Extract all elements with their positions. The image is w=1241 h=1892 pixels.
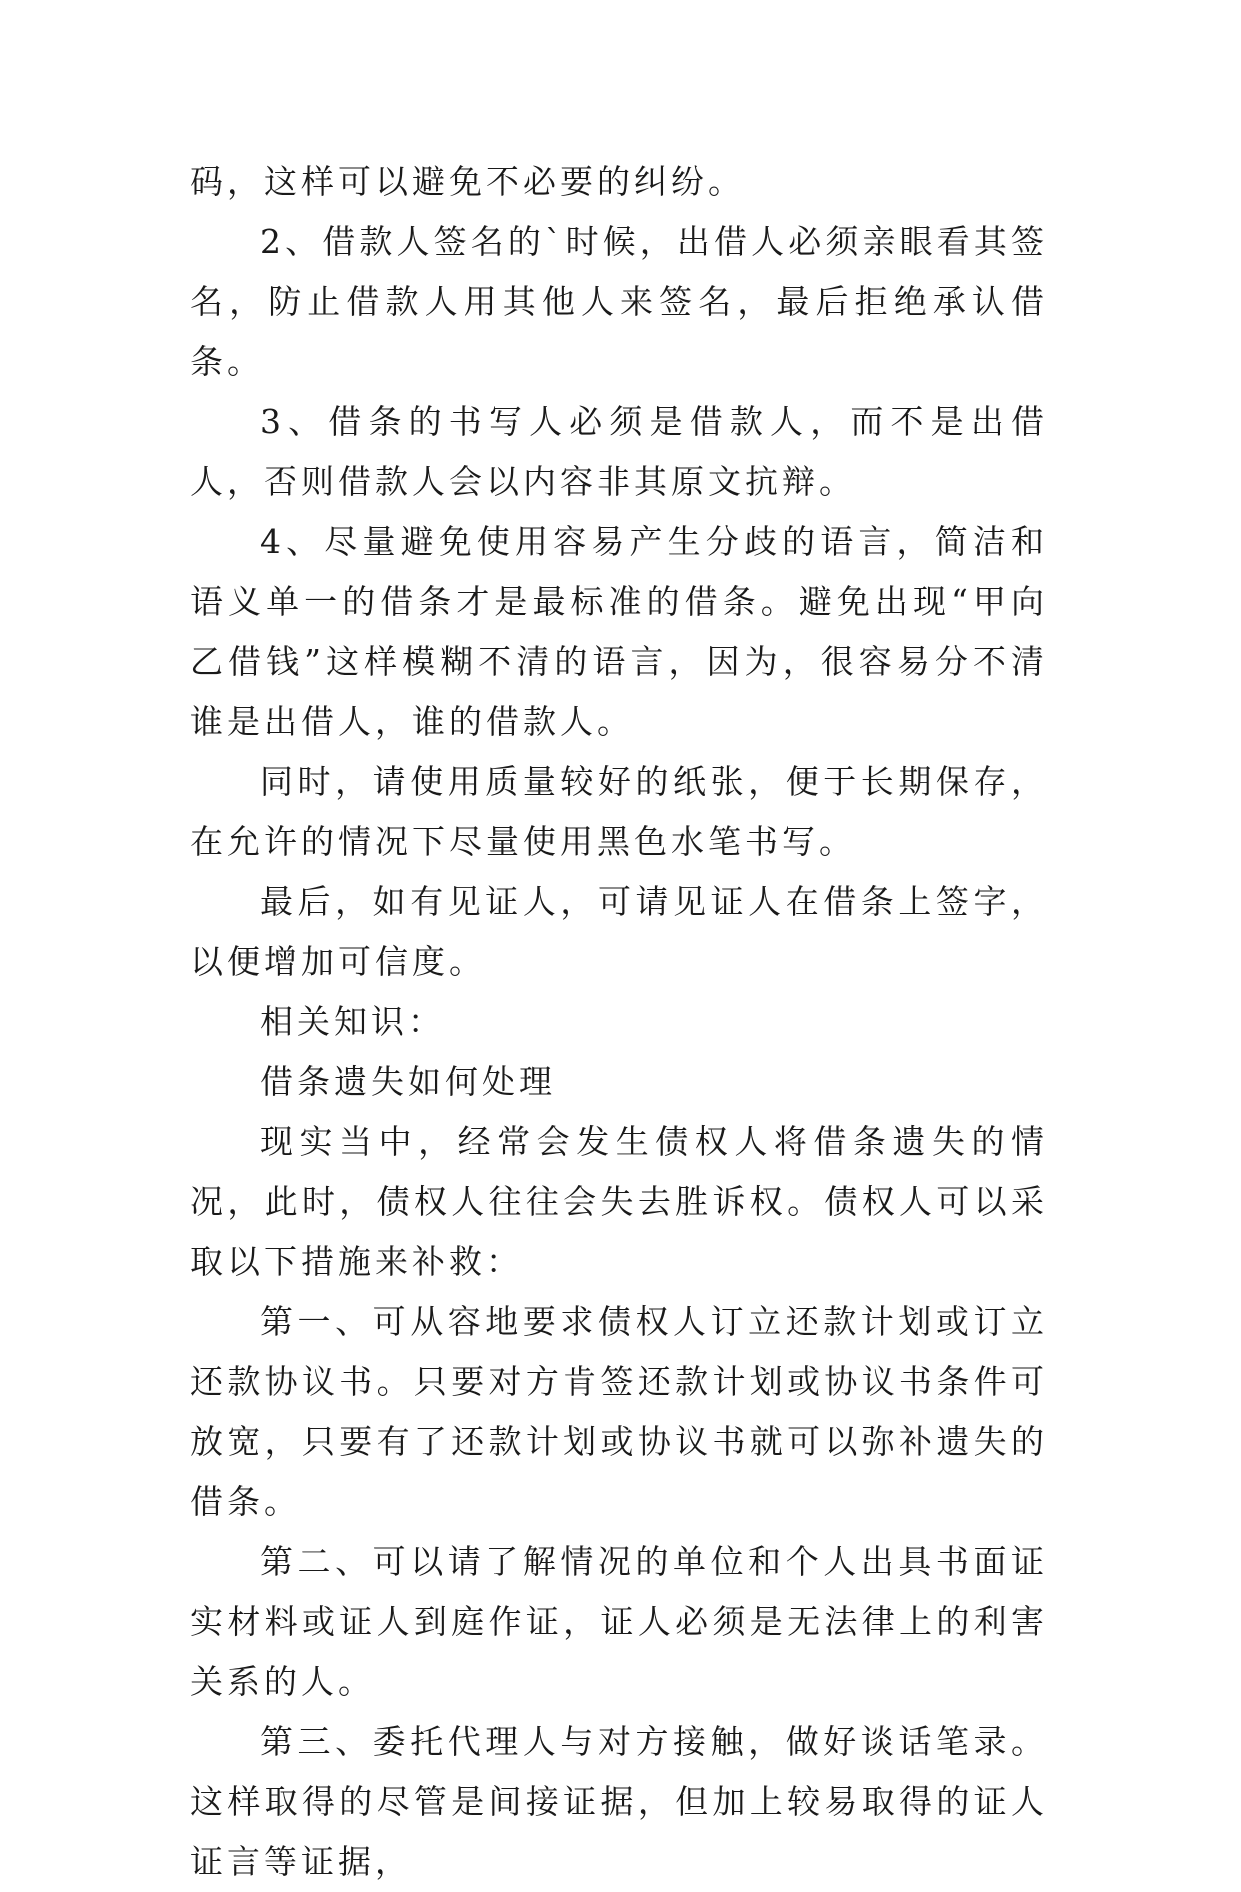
section-label-related-knowledge: 相关知识：: [260, 1002, 445, 1041]
paragraph-point-4: 4、尽量避免使用容易产生分歧的语言，简洁和语义单一的借条才是最标准的借条。避免出现“甲向乙借钱”这样模糊不清的语言，因为，很容易分不清谁是出借人，谁的借款人。: [190, 522, 1048, 741]
paragraph-lost-iou-intro: 现实当中，经常会发生债权人将借条遗失的情况，此时，债权人往往会失去胜诉权。债权人可以采取以下措施来补救：: [190, 1122, 1048, 1281]
section-heading-lost-iou: 借条遗失如何处理: [260, 1062, 556, 1101]
document-body: [190, 152, 1048, 1892]
paragraph-remedy-2: 第二、可以请了解情况的单位和个人出具书面证实材料或证人到庭作证，证人必须是无法律上的利害关系的人。: [190, 1542, 1048, 1701]
paragraph-continuation: 码，这样可以避免不必要的纠纷。: [190, 162, 745, 201]
paragraph-remedy-3: 第三、委托代理人与对方接触，做好谈话笔录。这样取得的尽管是间接证据，但加上较易取得的证人证言等证据，: [190, 1722, 1048, 1881]
paragraph-remedy-1: 第一、可从容地要求债权人订立还款计划或订立还款协议书。只要对方肯签还款计划或协议书条件可放宽，只要有了还款计划或协议书就可以弥补遗失的借条。: [190, 1302, 1048, 1521]
paragraph-witness-advice: 最后，如有见证人，可请见证人在借条上签字，以便增加可信度。: [190, 882, 1048, 981]
paragraph-paper-advice: 同时，请使用质量较好的纸张，便于长期保存，在允许的情况下尽量使用黑色水笔书写。: [190, 762, 1048, 861]
paragraph-point-2: 2、借款人签名的`时候，出借人必须亲眼看其签名，防止借款人用其他人来签名，最后拒绝承认借条。: [190, 222, 1048, 381]
paragraph-point-3: 3、借条的书写人必须是借款人，而不是出借人，否则借款人会以内容非其原文抗辩。: [190, 402, 1048, 501]
